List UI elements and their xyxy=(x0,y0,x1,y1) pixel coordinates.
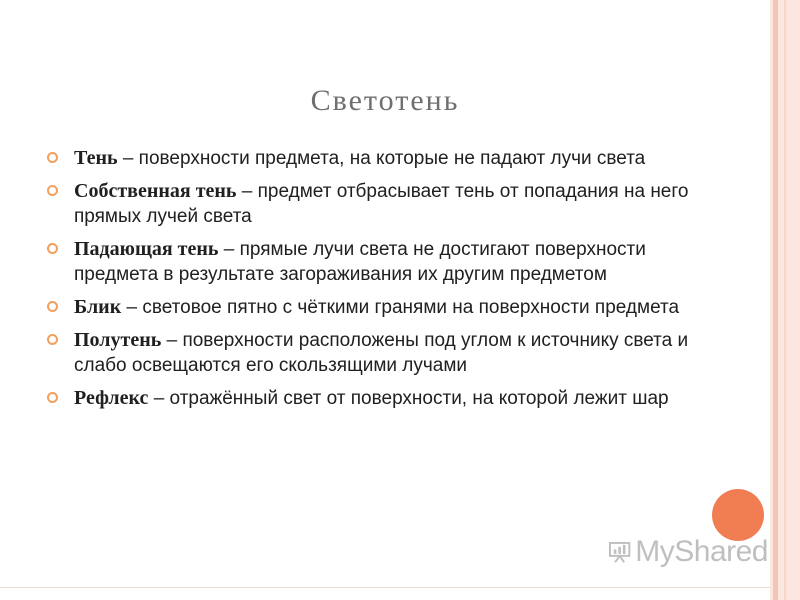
definition: – поверхности предмета, на которые не падают лучи света xyxy=(117,148,646,169)
bullet-list xyxy=(44,146,694,419)
bullet-circle-icon xyxy=(47,334,58,345)
watermark xyxy=(608,532,768,572)
watermark-text: MyShared xyxy=(635,535,768,568)
term: Полутень xyxy=(74,329,162,351)
definition: – световое пятно с чёткими гранями на поверхности предмета xyxy=(121,297,680,318)
term: Блик xyxy=(74,296,122,318)
term: Падающая тень xyxy=(74,238,219,260)
presentation-board-icon xyxy=(608,534,631,570)
term: Собственная тень xyxy=(74,180,237,202)
bullet-circle-icon xyxy=(47,185,58,196)
bullet-circle-icon xyxy=(47,392,58,403)
list-item xyxy=(44,328,694,378)
divider xyxy=(0,587,770,588)
list-item xyxy=(44,179,694,229)
list-item xyxy=(44,386,694,411)
slide-title: Светотень xyxy=(310,84,460,117)
list-item xyxy=(44,146,694,171)
bullet-circle-icon xyxy=(47,243,58,254)
list-item xyxy=(44,237,694,287)
list-item xyxy=(44,295,694,320)
definition: – поверхности расположены под углом к источнику света и слабо освещаются его скользящими лучами xyxy=(74,330,689,376)
term: Рефлекс xyxy=(74,387,149,409)
bullet-circle-icon xyxy=(47,301,58,312)
term: Тень xyxy=(74,147,118,169)
definition: – прямые лучи света не достигают поверхности предмета в результате загораживания их другим предметом xyxy=(74,239,646,285)
decorative-side-band xyxy=(770,0,800,600)
bullet-circle-icon xyxy=(47,152,58,163)
definition: – отражённый свет от поверхности, на которой лежит шар xyxy=(148,388,669,409)
definition: – предмет отбрасывает тень от попадания на него прямых лучей света xyxy=(74,181,689,227)
